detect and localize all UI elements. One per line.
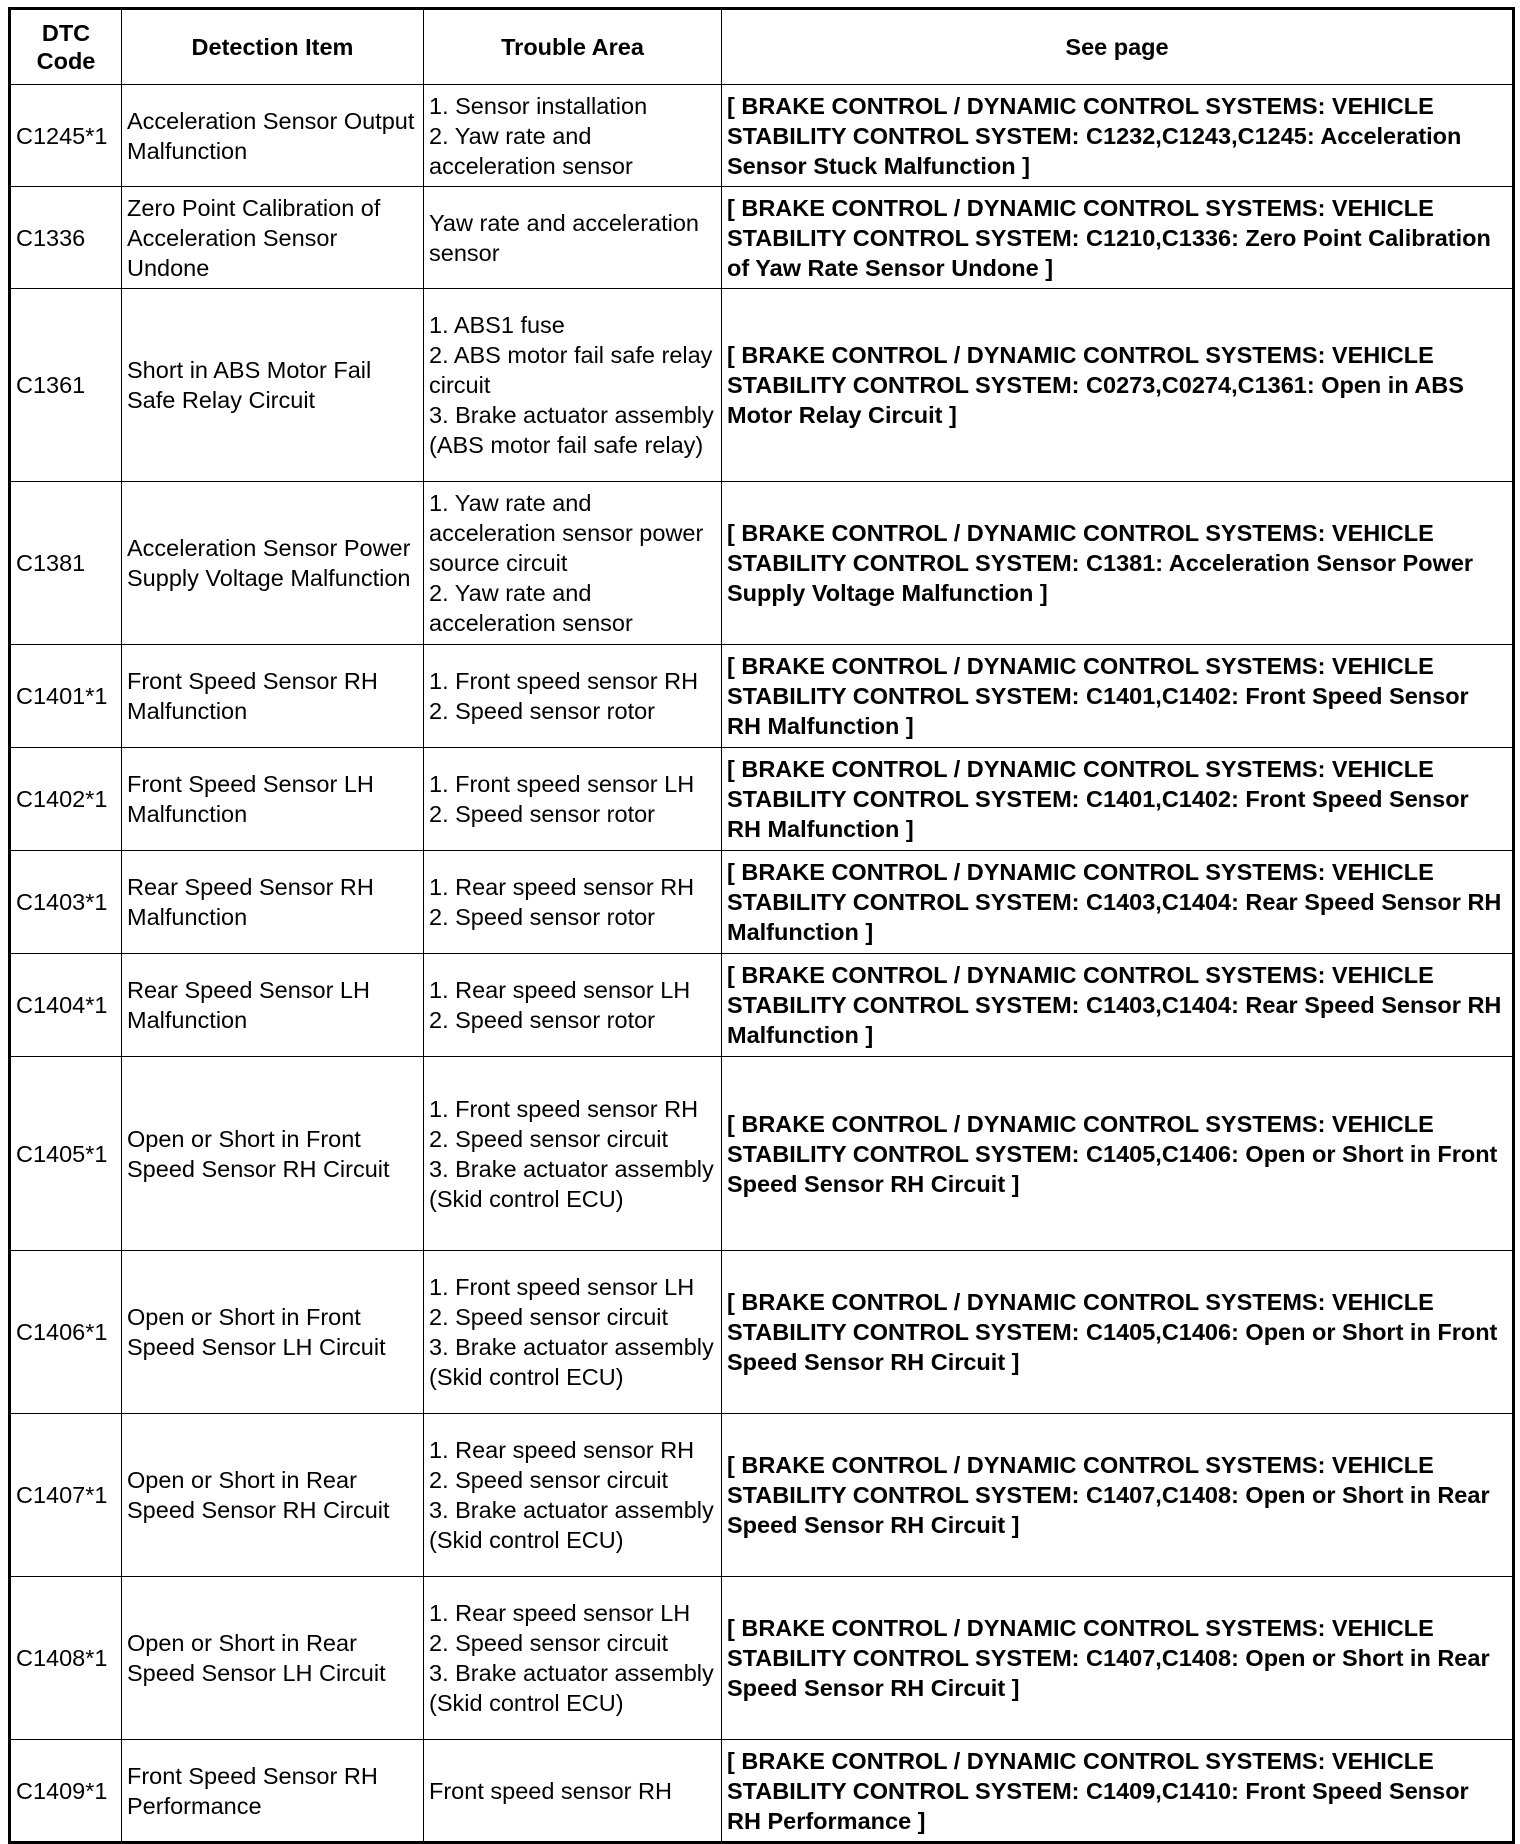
- table-row: [10, 85, 1514, 187]
- table-row: [10, 289, 1514, 482]
- dtc-code-cell: C1408*1: [10, 1577, 122, 1740]
- trouble-area-cell: 1. Rear speed sensor RH 2. Speed sensor rotor: [424, 851, 722, 954]
- table-row: [10, 748, 1514, 851]
- table-row: [10, 1057, 1514, 1251]
- trouble-area-cell: 1. Rear speed sensor LH 2. Speed sensor circuit 3. Brake actuator assembly (Skid control ECU): [424, 1577, 722, 1740]
- trouble-area-cell: 1. Rear speed sensor LH 2. Speed sensor rotor: [424, 954, 722, 1057]
- header-trouble-area: Trouble Area: [424, 9, 722, 85]
- detection-item-cell: Short in ABS Motor Fail Safe Relay Circuit: [122, 289, 424, 482]
- dtc-code-cell: C1407*1: [10, 1414, 122, 1577]
- trouble-area-cell: 1. ABS1 fuse 2. ABS motor fail safe relay circuit 3. Brake actuator assembly (ABS motor fail safe relay): [424, 289, 722, 482]
- see-page-cell: [ BRAKE CONTROL / DYNAMIC CONTROL SYSTEMS: VEHICLE STABILITY CONTROL SYSTEM: C1381: Acceleration Sensor Power Supply Voltage Malfunction ]: [722, 482, 1514, 645]
- trouble-area-cell: 1. Sensor installation 2. Yaw rate and acceleration sensor: [424, 85, 722, 187]
- table-row: [10, 1577, 1514, 1740]
- header-row: [10, 9, 1514, 85]
- detection-item-cell: Acceleration Sensor Output Malfunction: [122, 85, 424, 187]
- trouble-area-cell: 1. Rear speed sensor RH 2. Speed sensor circuit 3. Brake actuator assembly (Skid control ECU): [424, 1414, 722, 1577]
- see-page-cell: [ BRAKE CONTROL / DYNAMIC CONTROL SYSTEMS: VEHICLE STABILITY CONTROL SYSTEM: C0273,C0274,C1361: Open in ABS Motor Relay Circuit ]: [722, 289, 1514, 482]
- table-row: [10, 187, 1514, 289]
- table-row: [10, 1251, 1514, 1414]
- trouble-area-cell: Front speed sensor RH: [424, 1740, 722, 1843]
- table-row: [10, 1414, 1514, 1577]
- see-page-cell: [ BRAKE CONTROL / DYNAMIC CONTROL SYSTEMS: VEHICLE STABILITY CONTROL SYSTEM: C1409,C1410: Front Speed Sensor RH Performance ]: [722, 1740, 1514, 1843]
- trouble-area-cell: 1. Front speed sensor RH 2. Speed sensor rotor: [424, 645, 722, 748]
- dtc-code-cell: C1361: [10, 289, 122, 482]
- table-row: [10, 1740, 1514, 1843]
- table-row: [10, 954, 1514, 1057]
- see-page-cell: [ BRAKE CONTROL / DYNAMIC CONTROL SYSTEMS: VEHICLE STABILITY CONTROL SYSTEM: C1403,C1404: Rear Speed Sensor RH Malfunction ]: [722, 954, 1514, 1057]
- header-detection-item: Detection Item: [122, 9, 424, 85]
- trouble-area-cell: 1. Front speed sensor LH 2. Speed sensor circuit 3. Brake actuator assembly (Skid control ECU): [424, 1251, 722, 1414]
- detection-item-cell: Front Speed Sensor RH Performance: [122, 1740, 424, 1843]
- detection-item-cell: Zero Point Calibration of Acceleration Sensor Undone: [122, 187, 424, 289]
- detection-item-cell: Rear Speed Sensor RH Malfunction: [122, 851, 424, 954]
- dtc-code-cell: C1406*1: [10, 1251, 122, 1414]
- table-row: [10, 851, 1514, 954]
- see-page-cell: [ BRAKE CONTROL / DYNAMIC CONTROL SYSTEMS: VEHICLE STABILITY CONTROL SYSTEM: C1407,C1408: Open or Short in Rear Speed Sensor RH Circuit ]: [722, 1414, 1514, 1577]
- see-page-cell: [ BRAKE CONTROL / DYNAMIC CONTROL SYSTEMS: VEHICLE STABILITY CONTROL SYSTEM: C1210,C1336: Zero Point Calibration of Yaw Rate Sensor Undone ]: [722, 187, 1514, 289]
- see-page-cell: [ BRAKE CONTROL / DYNAMIC CONTROL SYSTEMS: VEHICLE STABILITY CONTROL SYSTEM: C1401,C1402: Front Speed Sensor RH Malfunction ]: [722, 645, 1514, 748]
- see-page-cell: [ BRAKE CONTROL / DYNAMIC CONTROL SYSTEMS: VEHICLE STABILITY CONTROL SYSTEM: C1405,C1406: Open or Short in Front Speed Sensor RH Circuit ]: [722, 1057, 1514, 1251]
- detection-item-cell: Acceleration Sensor Power Supply Voltage Malfunction: [122, 482, 424, 645]
- dtc-code-cell: C1405*1: [10, 1057, 122, 1251]
- detection-item-cell: Open or Short in Front Speed Sensor RH Circuit: [122, 1057, 424, 1251]
- dtc-code-cell: C1404*1: [10, 954, 122, 1057]
- header-see-page: See page: [722, 9, 1514, 85]
- dtc-code-cell: C1409*1: [10, 1740, 122, 1843]
- detection-item-cell: Front Speed Sensor RH Malfunction: [122, 645, 424, 748]
- header-dtc-code: DTC Code: [10, 9, 122, 85]
- see-page-cell: [ BRAKE CONTROL / DYNAMIC CONTROL SYSTEMS: VEHICLE STABILITY CONTROL SYSTEM: C1403,C1404: Rear Speed Sensor RH Malfunction ]: [722, 851, 1514, 954]
- trouble-area-cell: 1. Yaw rate and acceleration sensor power source circuit 2. Yaw rate and acceleration sensor: [424, 482, 722, 645]
- detection-item-cell: Rear Speed Sensor LH Malfunction: [122, 954, 424, 1057]
- dtc-code-cell: C1402*1: [10, 748, 122, 851]
- dtc-code-cell: C1245*1: [10, 85, 122, 187]
- detection-item-cell: Open or Short in Rear Speed Sensor LH Circuit: [122, 1577, 424, 1740]
- table-row: [10, 482, 1514, 645]
- detection-item-cell: Open or Short in Front Speed Sensor LH Circuit: [122, 1251, 424, 1414]
- trouble-area-cell: Yaw rate and acceleration sensor: [424, 187, 722, 289]
- table-row: [10, 645, 1514, 748]
- see-page-cell: [ BRAKE CONTROL / DYNAMIC CONTROL SYSTEMS: VEHICLE STABILITY CONTROL SYSTEM: C1407,C1408: Open or Short in Rear Speed Sensor RH Circuit ]: [722, 1577, 1514, 1740]
- dtc-code-cell: C1403*1: [10, 851, 122, 954]
- dtc-code-cell: C1401*1: [10, 645, 122, 748]
- see-page-cell: [ BRAKE CONTROL / DYNAMIC CONTROL SYSTEMS: VEHICLE STABILITY CONTROL SYSTEM: C1401,C1402: Front Speed Sensor RH Malfunction ]: [722, 748, 1514, 851]
- detection-item-cell: Open or Short in Rear Speed Sensor RH Circuit: [122, 1414, 424, 1577]
- dtc-code-cell: C1381: [10, 482, 122, 645]
- trouble-area-cell: 1. Front speed sensor LH 2. Speed sensor rotor: [424, 748, 722, 851]
- dtc-code-cell: C1336: [10, 187, 122, 289]
- dtc-table: [8, 7, 1515, 1844]
- detection-item-cell: Front Speed Sensor LH Malfunction: [122, 748, 424, 851]
- trouble-area-cell: 1. Front speed sensor RH 2. Speed sensor circuit 3. Brake actuator assembly (Skid control ECU): [424, 1057, 722, 1251]
- see-page-cell: [ BRAKE CONTROL / DYNAMIC CONTROL SYSTEMS: VEHICLE STABILITY CONTROL SYSTEM: C1405,C1406: Open or Short in Front Speed Sensor RH Circuit ]: [722, 1251, 1514, 1414]
- see-page-cell: [ BRAKE CONTROL / DYNAMIC CONTROL SYSTEMS: VEHICLE STABILITY CONTROL SYSTEM: C1232,C1243,C1245: Acceleration Sensor Stuck Malfunction ]: [722, 85, 1514, 187]
